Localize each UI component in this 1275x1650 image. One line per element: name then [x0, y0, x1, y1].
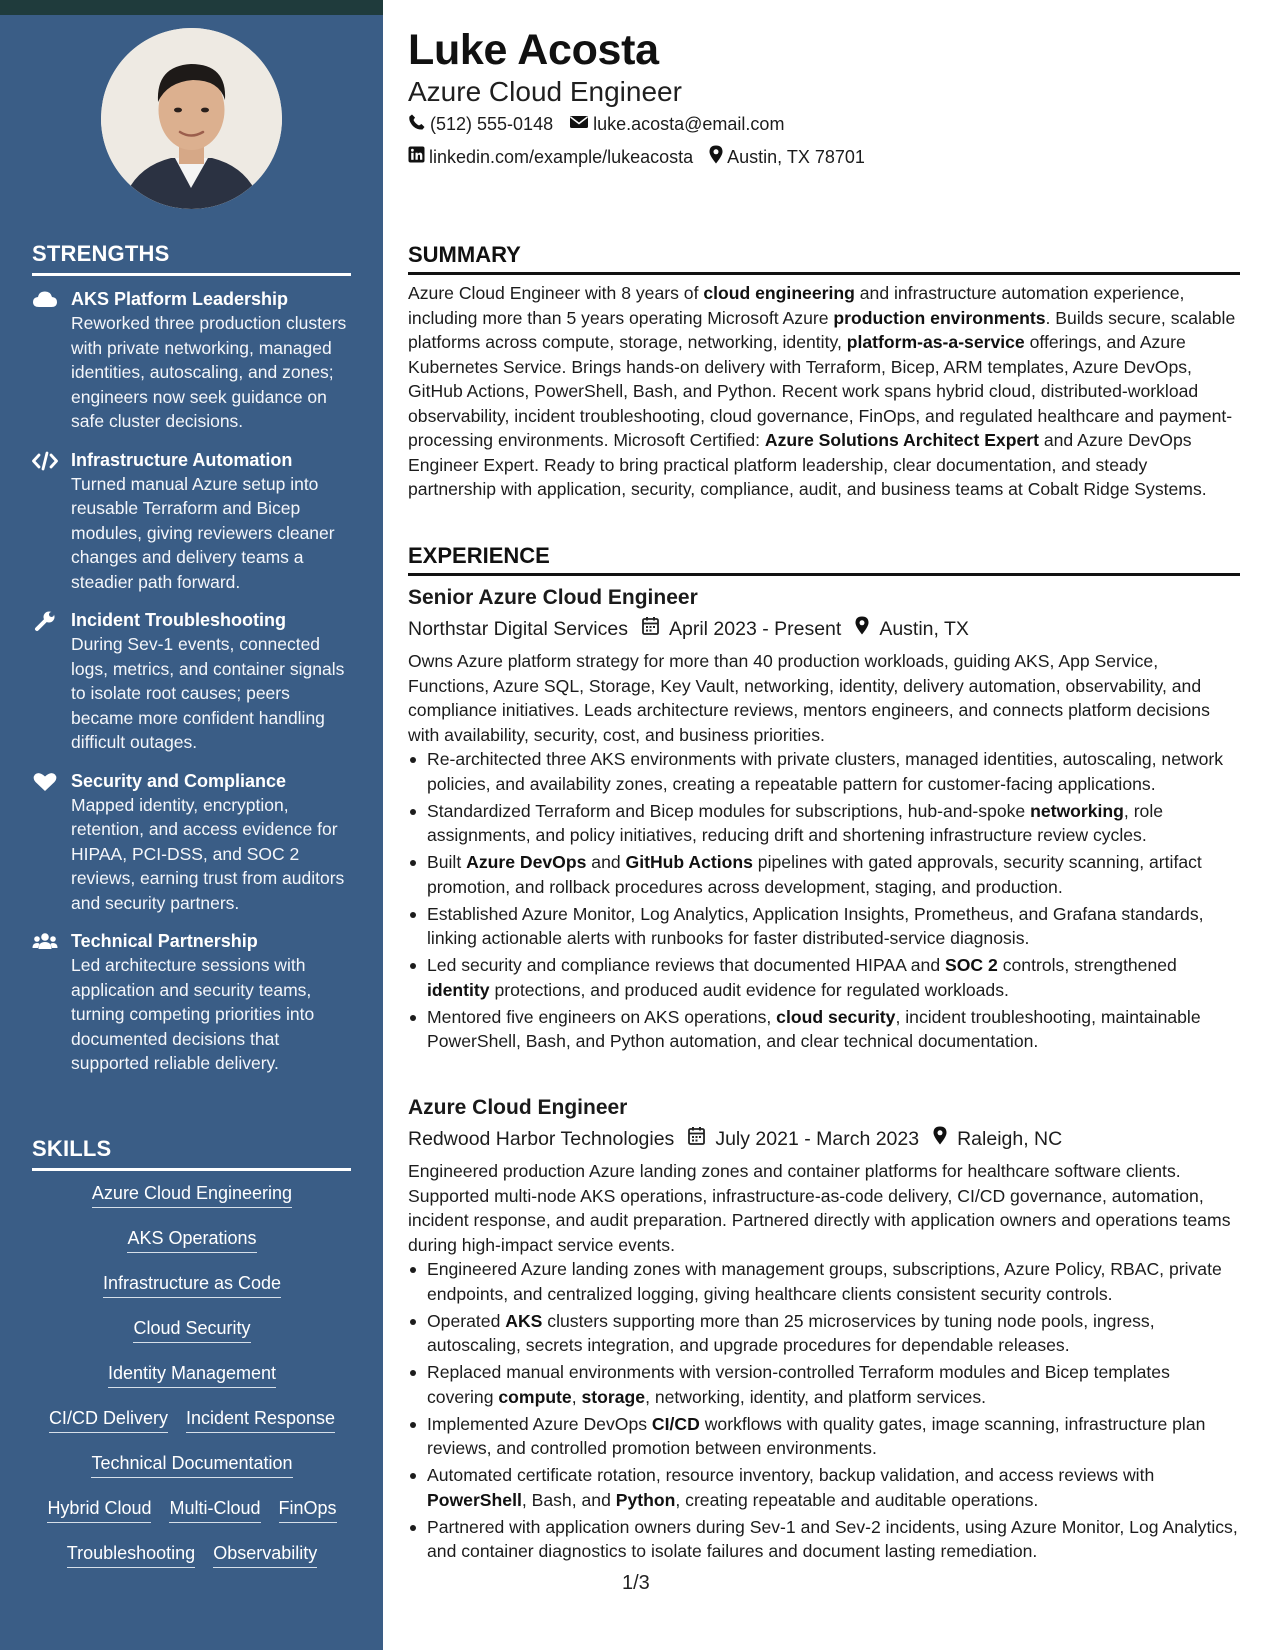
page-number: 1/3 — [622, 1572, 650, 1594]
job-meta — [408, 614, 1240, 644]
skill-tag: Multi-Cloud — [169, 1495, 260, 1523]
job-bullets — [408, 747, 1240, 1054]
company-name: Redwood Harbor Technologies — [408, 1128, 675, 1150]
skill-tag: AKS Operations — [127, 1225, 256, 1253]
skill-row — [32, 1405, 352, 1450]
company — [408, 1124, 674, 1154]
list-item: Engineered Azure landing zones with management groups, subscriptions, Azure Policy, RBAC, private endpoints, and centralized logging, giving healthcare clients consistent security controls. — [408, 1257, 1240, 1306]
phone-icon — [408, 113, 430, 136]
skill-row — [32, 1270, 352, 1315]
sidebar — [0, 0, 383, 1650]
candidate-title: Azure Cloud Engineer — [408, 76, 682, 107]
job-description: Engineered production Azure landing zones and container platforms for healthcare software clients. Supported multi-node AKS operations, infrastructure-as-code delivery, CI/CD governance, automation, incident response, and audit preparation. Partnered directly with application owners and operations teams during high-impact service events. — [408, 1161, 1231, 1255]
job-dates — [688, 1124, 919, 1154]
skill-row — [32, 1540, 352, 1585]
skill-tag: FinOps — [279, 1495, 337, 1523]
date-range: July 2021 - March 2023 — [715, 1128, 920, 1150]
location-text: Austin, TX — [879, 618, 969, 640]
job-role: Azure Cloud Engineer — [408, 1096, 628, 1119]
skill-row — [32, 1360, 352, 1405]
phone-number: (512) 555-0148 — [430, 114, 554, 134]
skills-heading: SKILLS — [32, 1136, 351, 1171]
contact-row — [408, 145, 881, 169]
candidate-name: Luke Acosta — [408, 26, 659, 74]
date-range: April 2023 - Present — [668, 618, 842, 640]
location-text: Raleigh, NC — [957, 1128, 1063, 1150]
job-bullets — [408, 1257, 1240, 1564]
job-location — [855, 614, 969, 644]
strength-title: Technical Partnership — [71, 931, 258, 951]
skill-tag: Identity Management — [108, 1360, 276, 1388]
contact-row — [408, 113, 800, 136]
list-item: Operated AKS clusters supporting more than 25 microservices by tuning node pools, ingress, autoscaling, secrets integration, and upgrade procedures for dependable releases. — [408, 1309, 1240, 1358]
skill-tag: Technical Documentation — [91, 1450, 292, 1478]
skill-tag: Hybrid Cloud — [47, 1495, 151, 1523]
envelope-icon — [569, 114, 593, 135]
summary-heading: SUMMARY — [408, 242, 1240, 275]
strength-title: Incident Troubleshooting — [71, 610, 286, 630]
strength-item — [32, 287, 352, 434]
skill-row — [32, 1180, 352, 1225]
code-icon — [32, 450, 58, 472]
skill-tag: Cloud Security — [133, 1315, 250, 1343]
strengths-heading: STRENGTHS — [32, 241, 351, 276]
calendar-icon — [688, 1124, 715, 1154]
skill-tag: Troubleshooting — [67, 1540, 195, 1568]
job-dates — [642, 614, 841, 644]
skill-tag: Azure Cloud Engineering — [92, 1180, 292, 1208]
location-contact — [709, 145, 865, 169]
map-pin-icon — [933, 1124, 957, 1154]
job-location — [933, 1124, 1062, 1154]
list-item: Built Azure DevOps and GitHub Actions pipelines with gated approvals, security scanning, artifact promotion, and rollback procedures across development, staging, and production. — [408, 850, 1240, 899]
skill-row — [32, 1450, 352, 1495]
wrench-icon — [32, 610, 58, 632]
job-description: Owns Azure platform strategy for more than 40 production workloads, guiding AKS, App Service, Functions, Azure SQL, Storage, Key Vault, networking, identity, delivery automation, observability, and compliance initiatives. Leads architecture reviews, mentors engineers, and connects platform decisions with availability, security, cost, and business priorities. — [408, 651, 1210, 745]
location-text: Austin, TX 78701 — [727, 146, 865, 167]
skill-tag: Infrastructure as Code — [103, 1270, 281, 1298]
skills-list — [32, 1180, 352, 1585]
strength-description: During Sev-1 events, connected logs, metrics, and container signals to isolate root causes; peers became more confident handling difficult outages. — [71, 634, 345, 752]
strength-title: AKS Platform Leadership — [71, 289, 289, 309]
list-item: Standardized Terraform and Bicep modules for subscriptions, hub-and-spoke networking, role assignments, and policy initiatives, reducing drift and shortening infrastructure review cycles. — [408, 799, 1240, 848]
list-item: Automated certificate rotation, resource inventory, backup validation, and access reviews with PowerShell, Bash, and Python, creating repeatable and auditable operations. — [408, 1463, 1240, 1512]
skill-tag: Observability — [213, 1540, 317, 1568]
map-pin-icon — [709, 145, 727, 169]
list-item: Mentored five engineers on AKS operations, cloud security, incident troubleshooting, maintainable PowerShell, Bash, and Python automation, and clear technical documentation. — [408, 1005, 1240, 1054]
linkedin-url[interactable]: linkedin.com/example/lukeacosta — [429, 146, 694, 167]
strength-description: Turned manual Azure setup into reusable Terraform and Bicep modules, giving reviewers cleaner changes and delivery teams a steadier path forward. — [71, 473, 335, 592]
strength-description: Led architecture sessions with application and security teams, turning competing priorities into documented decisions that supported reliable delivery. — [71, 955, 315, 1073]
list-item: Led security and compliance reviews that documented HIPAA and SOC 2 controls, strengthened identity protections, and produced audit evidence for regulated workloads. — [408, 953, 1240, 1002]
cloud-icon — [32, 289, 58, 311]
calendar-icon — [642, 614, 669, 644]
skill-tag: CI/CD Delivery — [49, 1405, 168, 1433]
strength-item — [32, 448, 352, 595]
top-color-band — [0, 0, 383, 15]
strength-item — [32, 608, 352, 755]
list-item: Re-architected three AKS environments with private clusters, managed identities, autoscaling, network policies, and availability zones, creating a repeatable pattern for customer-facing applications. — [408, 747, 1240, 796]
users-icon — [32, 931, 58, 953]
strength-description: Reworked three production clusters with private networking, managed identities, autoscaling, and zones; engineers now seek guidance on safe cluster decisions. — [71, 313, 347, 431]
job-entry — [408, 1093, 1240, 1566]
strength-item — [32, 929, 352, 1076]
strengths-list — [32, 287, 352, 1090]
summary-text: Azure Cloud Engineer with 8 years of cloud engineering and infrastructure automation experience, including more than 5 years operating Microsoft Azure production environments. Builds secure, scalable platforms across compute, storage, networking, identity, platform-as-a-service offerings, and Azure Kubernetes Service. Brings hands-on delivery with Terraform, Bicep, ARM templates, Azure DevOps, GitHub Actions, PowerShell, Bash, and Python. Recent work spans hybrid cloud, distributed-workload observability, incident troubleshooting, cloud governance, FinOps, and regulated healthcare and payment-processing environments. Microsoft Certified: Azure Solutions Architect Expert and Azure DevOps Engineer Expert. Ready to bring practical platform leadership, clear documentation, and steady partnership with application, security, compliance, audit, and business teams at Cobalt Ridge Systems. — [408, 283, 1236, 499]
company-name: Northstar Digital Services — [408, 618, 628, 640]
list-item: Implemented Azure DevOps CI/CD workflows with quality gates, image scanning, infrastructure plan reviews, and controlled promotion between environments. — [408, 1412, 1240, 1461]
list-item: Partnered with application owners during Sev-1 and Sev-2 incidents, using Azure Monitor, Log Analytics, and container diagnostics to isolate failures and document lasting remediation. — [408, 1515, 1240, 1564]
job-entry — [408, 583, 1240, 1056]
strength-title: Security and Compliance — [71, 770, 287, 791]
company — [408, 614, 628, 644]
strength-item — [32, 769, 352, 916]
profile-photo — [101, 28, 282, 209]
email-contact — [569, 114, 784, 135]
skill-tag: Incident Response — [186, 1405, 335, 1433]
job-role: Senior Azure Cloud Engineer — [408, 586, 698, 609]
strength-title: Infrastructure Automation — [71, 449, 293, 470]
job-meta — [408, 1124, 1240, 1154]
list-item: Established Azure Monitor, Log Analytics, Application Insights, Prometheus, and Grafana standards, linking actionable alerts with runbooks for faster distributed-service diagnosis. — [408, 902, 1240, 951]
skill-row — [32, 1225, 352, 1270]
linkedin-contact — [408, 146, 693, 168]
heart-icon — [32, 771, 58, 793]
email-address[interactable]: luke.acosta@email.com — [593, 114, 785, 134]
skill-row — [32, 1495, 352, 1540]
strength-description: Mapped identity, encryption, retention, and access evidence for HIPAA, PCI-DSS, and SOC 2 reviews, earning trust from auditors and security partners. — [71, 794, 345, 913]
linkedin-icon — [408, 146, 429, 168]
experience-heading: EXPERIENCE — [408, 543, 1240, 576]
list-item: Replaced manual environments with version-controlled Terraform modules and Bicep templates covering compute, storage, networking, identity, and platform services. — [408, 1360, 1240, 1409]
skill-row — [32, 1315, 352, 1360]
map-pin-icon — [855, 614, 879, 644]
phone-contact — [408, 113, 553, 136]
